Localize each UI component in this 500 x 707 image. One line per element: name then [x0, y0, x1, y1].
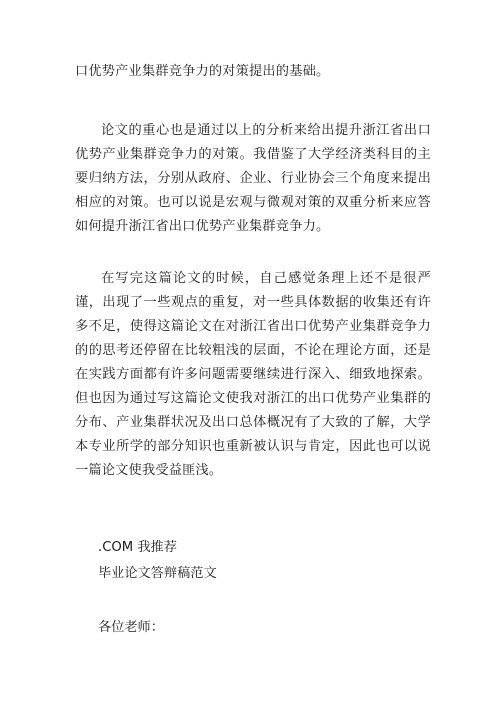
- paragraph-continuation: 口优势产业集群竞争力的对策提出的基础。: [75, 64, 330, 79]
- paragraph-reflection: 在写完这篇论文的时候，自己感觉条理上还不是很严谨，出现了一些观点的重复，对一些具体数据的收集还有许多不足，使得这篇论文在对浙江省出口优势产业集群竞争力的的思考还停留在比较粗浅的层面，不论在理论方面，还是在实践方面都有许多问题需要继续进行深入、细致地探索。但也因为通过写这篇论文使我对浙江的出口优势产业集群的分布、产业集群状况及出口总体概况有了大致的了解，大学本专业所学的部分知识也重新被认识与肯定，因此也可以说一篇论文使我受益匪浅。: [75, 271, 431, 478]
- paragraph-thesis-focus: 论文的重心也是通过以上的分析来给出提升浙江省出口优势产业集群竞争力的对策。我借鉴了大学经济类科目的主要归纳方法，分别从政府、企业、行业协会三个角度来提出相应的对策。也可以说是宏观与微观对策的双重分析来应答如何提升浙江省出口优势产业集群竞争力。: [75, 123, 431, 234]
- salutation-line: 各位老师：: [98, 620, 164, 635]
- document-title-line: 毕业论文答辩稿范文: [98, 566, 217, 581]
- recommend-line: .COM 我推荐: [98, 540, 177, 555]
